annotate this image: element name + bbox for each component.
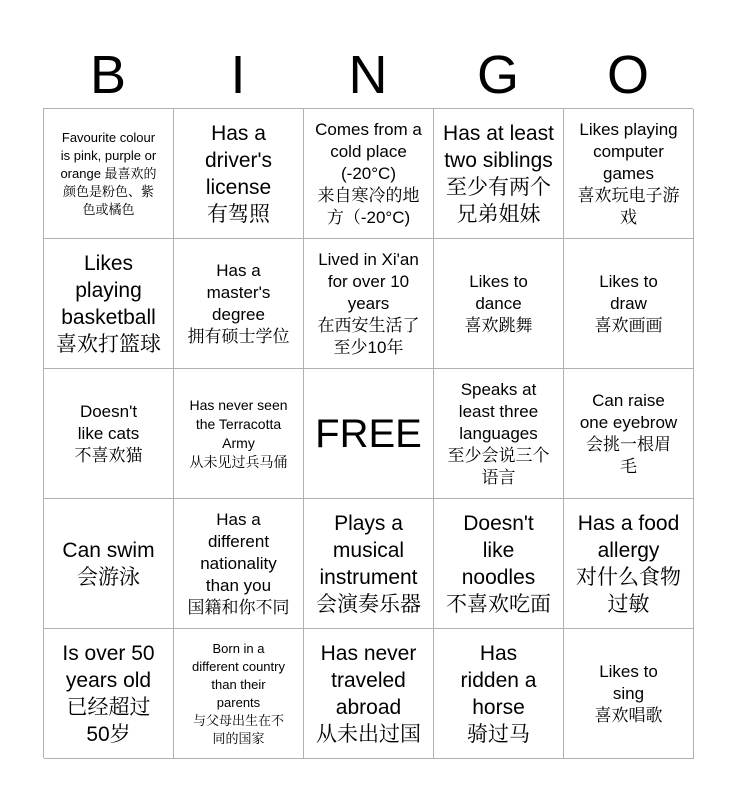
header-letter-i: I: [230, 45, 246, 105]
bingo-cell-label: Has a driver's license 有驾照: [204, 121, 273, 226]
bingo-cell-label: Likes playing computer games 喜欢玩电子游 戏: [577, 119, 680, 227]
bingo-cell[interactable]: [434, 109, 564, 239]
bingo-cell-label: Can raise one eyebrow 会挑一根眉 毛: [579, 390, 678, 476]
bingo-cell[interactable]: [304, 629, 434, 759]
bingo-cell-label: Speaks at least three languages 至少会说三个 语言: [447, 379, 550, 487]
bingo-cell[interactable]: [44, 109, 174, 239]
header-letter-g: G: [476, 45, 519, 105]
bingo-cell-label: Has ridden a horse 骑过马: [460, 641, 537, 746]
bingo-cell-label: Favourite colour is pink, purple or orange 最喜欢的 颜色是粉色、紫 色或橘色: [60, 129, 157, 217]
bingo-cell[interactable]: [434, 239, 564, 369]
bingo-cell[interactable]: [564, 109, 694, 239]
bingo-cell[interactable]: [174, 499, 304, 629]
header-letter-n: N: [348, 45, 388, 105]
bingo-cell-label: Likes to sing 喜欢唱歌: [594, 661, 663, 725]
bingo-header: [43, 40, 693, 110]
bingo-cell-label: Plays a musical instrument 会演奏乐器: [316, 511, 421, 616]
bingo-free-space[interactable]: [304, 369, 434, 499]
bingo-cell[interactable]: [564, 499, 694, 629]
bingo-cell[interactable]: [44, 629, 174, 759]
bingo-cell[interactable]: [564, 369, 694, 499]
bingo-cell-label: Doesn't like noodles 不喜欢吃面: [446, 511, 551, 616]
bingo-cell[interactable]: [174, 239, 304, 369]
bingo-cell-label: Likes to draw 喜欢画画: [594, 271, 663, 335]
bingo-cell[interactable]: [434, 629, 564, 759]
bingo-cell-label: Lived in Xi'an for over 10 years 在西安生活了 至少10年: [317, 249, 420, 357]
bingo-grid: [43, 108, 693, 758]
bingo-cell[interactable]: [44, 499, 174, 629]
bingo-cell-label: Has a different nationality than you 国籍和你不同: [187, 509, 290, 617]
bingo-cell-label: Has a master's degree 拥有硕士学位: [187, 260, 290, 346]
bingo-cell-label: Comes from a cold place (-20°C) 来自寒冷的地 方（-20°C): [315, 119, 422, 227]
bingo-cell[interactable]: [564, 239, 694, 369]
header-letter-o: O: [606, 45, 649, 105]
bingo-cell-label: FREE: [315, 411, 422, 456]
bingo-cell[interactable]: [174, 369, 304, 499]
bingo-cell[interactable]: [304, 109, 434, 239]
bingo-cell[interactable]: [434, 499, 564, 629]
bingo-cell-label: Doesn't like cats 不喜欢猫: [74, 401, 143, 465]
bingo-cell[interactable]: [304, 239, 434, 369]
bingo-cell[interactable]: [564, 629, 694, 759]
bingo-cell[interactable]: [174, 629, 304, 759]
bingo-cell[interactable]: [304, 499, 434, 629]
bingo-cell-label: Born in a different country than their parents 与父母出生在不 同的国家: [192, 640, 285, 746]
bingo-cell[interactable]: [44, 239, 174, 369]
bingo-cell-label: Has never traveled abroad 从未出过国: [316, 641, 421, 746]
bingo-cell[interactable]: [434, 369, 564, 499]
bingo-cell-label: Has a food allergy 对什么食物 过敏: [576, 511, 681, 616]
bingo-cell-label: Is over 50 years old 已经超过 50岁: [62, 641, 155, 746]
bingo-cell-label: Can swim 会游泳: [62, 538, 155, 589]
bingo-cell-label: Has never seen the Terracotta Army 从未见过兵马俑: [189, 396, 288, 470]
bingo-cell-label: Likes to dance 喜欢跳舞: [464, 271, 533, 335]
bingo-cell[interactable]: [44, 369, 174, 499]
bingo-cell[interactable]: [174, 109, 304, 239]
bingo-cell-label: Likes playing basketball 喜欢打篮球: [56, 251, 161, 356]
header-letter-b: B: [89, 45, 127, 105]
bingo-cell-label: Has at least two siblings 至少有两个 兄弟姐妹: [443, 121, 554, 226]
